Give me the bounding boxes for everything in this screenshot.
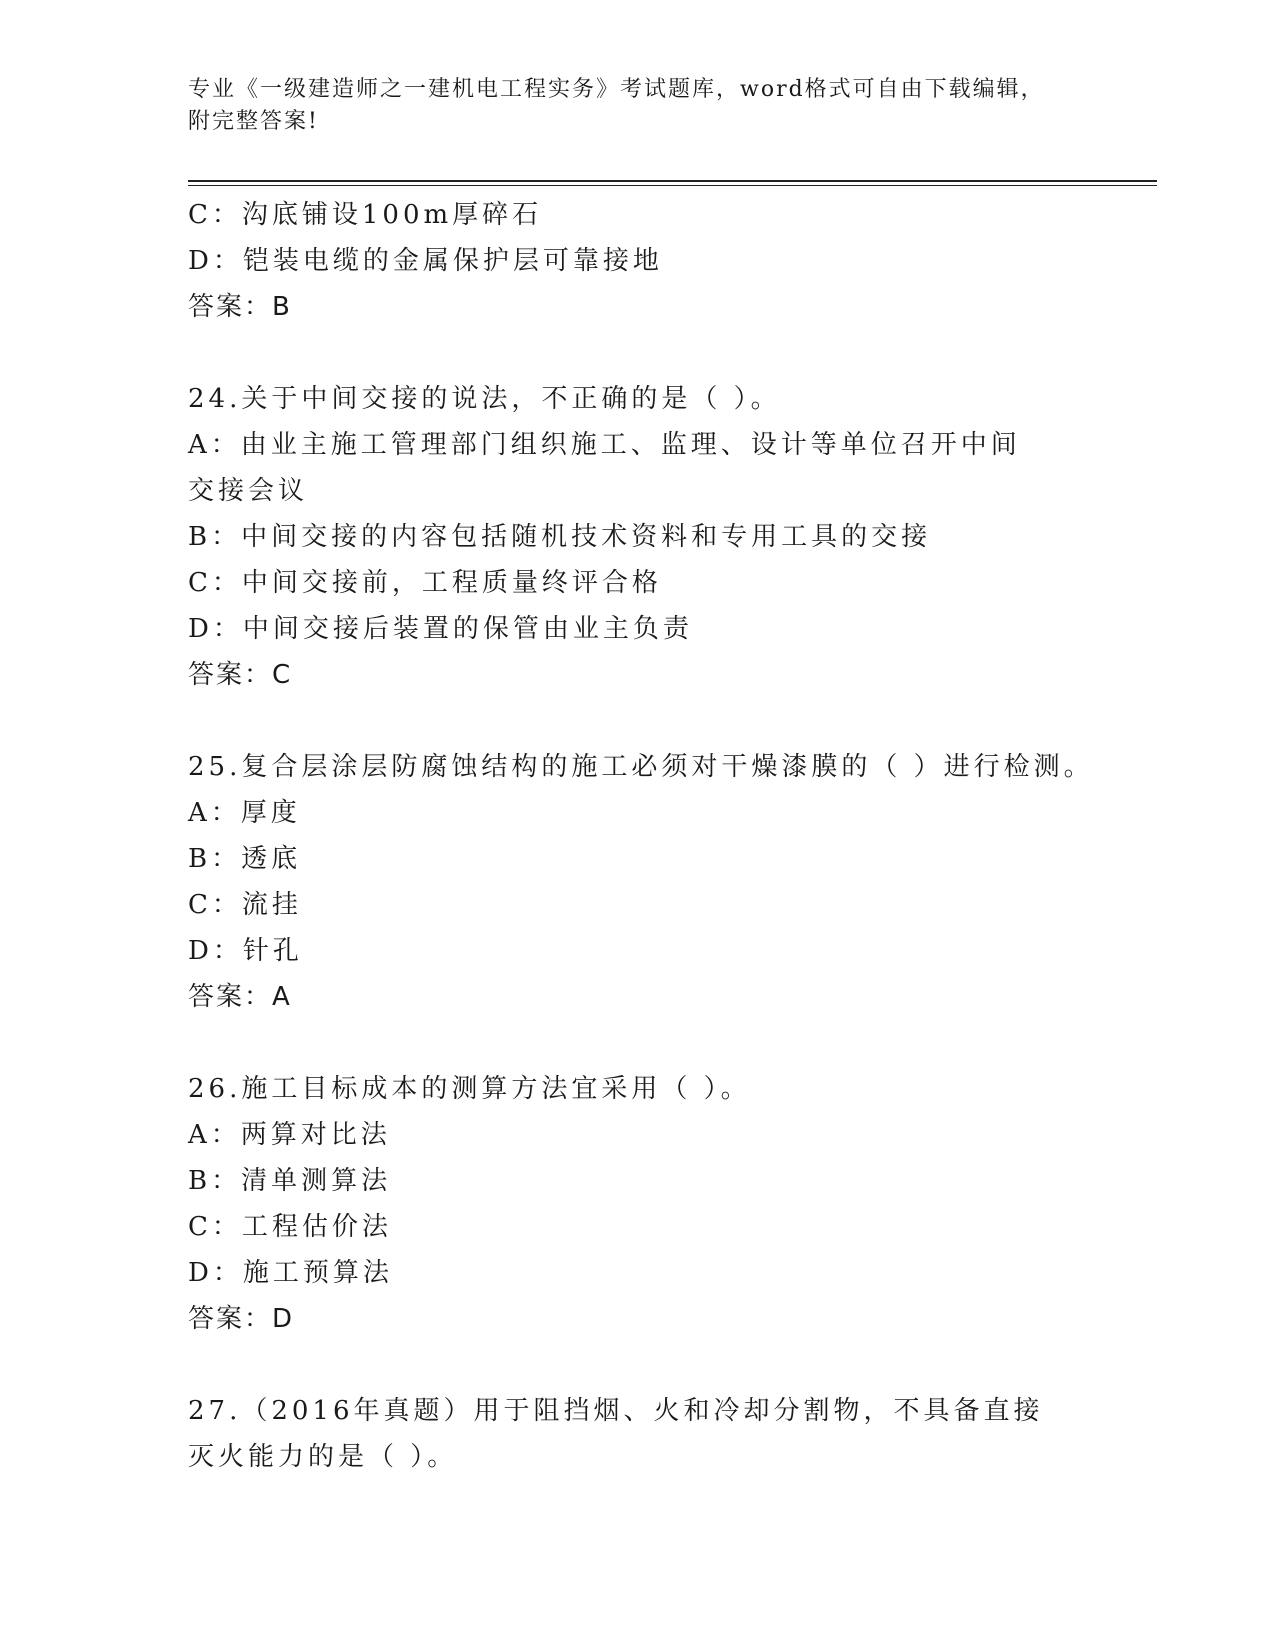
option-c: C：流挂 — [188, 890, 302, 920]
option-a: A：由业主施工管理部门组织施工、监理、设计等单位召开中间交接会议 — [188, 430, 1021, 506]
option-a: A：两算对比法 — [188, 1120, 391, 1150]
question-stem: 24.关于中间交接的说法，不正确的是（ ）。 — [188, 384, 781, 414]
prev-question — [188, 192, 1088, 330]
option-b: B：透底 — [188, 844, 302, 874]
option-d: D：铠装电缆的金属保护层可靠接地 — [188, 246, 663, 276]
header-line-1: 专业《一级建造师之一建机电工程实务》考试题库，word格式可自由下载编辑， — [188, 77, 1045, 102]
header-line-2: 附完整答案! — [188, 109, 319, 134]
spacer — [188, 698, 1088, 744]
option-c: C：中间交接前，工程质量终评合格 — [188, 568, 662, 598]
option-a: A：厚度 — [188, 798, 301, 828]
option-d: D：施工预算法 — [188, 1258, 393, 1288]
answer: 答案：A — [188, 982, 292, 1012]
question-list — [188, 192, 1094, 1480]
question-stem: 27.（2016年真题）用于阻挡烟、火和冷却分割物，不具备直接灭火能力的是（ ）。 — [188, 1396, 1044, 1472]
spacer — [188, 1342, 1088, 1388]
header-rule-thin — [188, 185, 1157, 186]
answer: 答案：C — [188, 660, 293, 690]
answer: 答案：B — [188, 292, 292, 322]
document-header — [188, 74, 1088, 138]
question-27 — [188, 1388, 1088, 1480]
question-24 — [188, 376, 1088, 698]
option-b: B：中间交接的内容包括随机技术资料和专用工具的交接 — [188, 522, 932, 552]
question-25 — [188, 744, 1094, 1020]
question-26 — [188, 1066, 1088, 1342]
option-b: B：清单测算法 — [188, 1166, 392, 1196]
option-c: C：沟底铺设100m厚碎石 — [188, 200, 543, 230]
spacer — [188, 1020, 1088, 1066]
option-d: D：中间交接后装置的保管由业主负责 — [188, 614, 693, 644]
option-c: C：工程估价法 — [188, 1212, 392, 1242]
question-stem: 25.复合层涂层防腐蚀结构的施工必须对干燥漆膜的（ ）进行检测。 — [188, 752, 1094, 782]
option-d: D：针孔 — [188, 936, 303, 966]
spacer — [188, 330, 1088, 376]
answer: 答案：D — [188, 1304, 295, 1334]
header-rule-thick — [188, 180, 1157, 182]
question-stem: 26.施工目标成本的测算方法宜采用（ ）。 — [188, 1074, 751, 1104]
